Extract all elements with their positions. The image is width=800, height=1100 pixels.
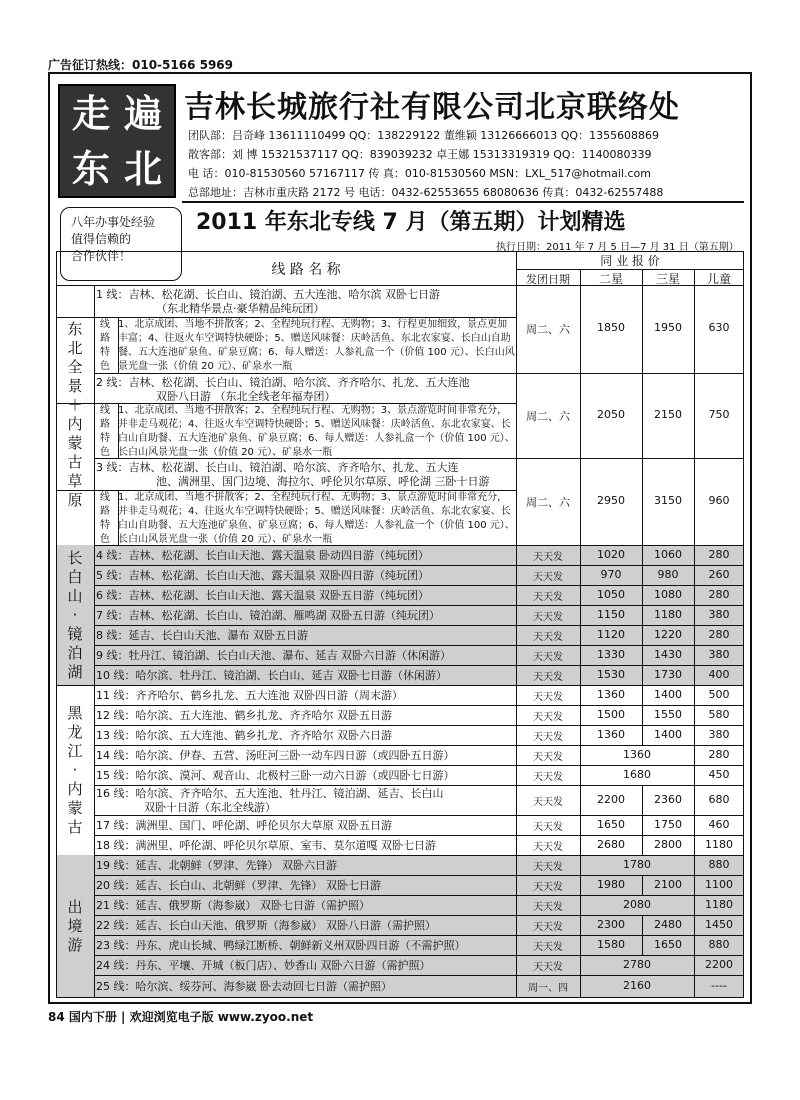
price-child: 280	[708, 747, 730, 761]
feature-label-char: 线	[100, 405, 110, 416]
region-label: 东北全景＋内蒙古草原	[67, 320, 83, 509]
route-name: 25 线：哈尔滨、绥芬河、海参崴 卧去动回七日游（需护照）	[96, 979, 392, 993]
route-name: 20 线：延吉、长白山、北朝鲜（罗津、先锋） 双卧七日游	[96, 878, 381, 892]
route-title: （东北精华景点·豪华精品纯玩团）	[156, 302, 325, 315]
depart-date: 周二、六	[526, 495, 570, 509]
price-2star: 2680	[597, 837, 625, 851]
price-2star: 1020	[597, 547, 625, 561]
price-child: 380	[708, 727, 730, 741]
price-child: 280	[708, 627, 730, 641]
depart-date: 天天发	[533, 841, 563, 853]
price-2star: 1530	[597, 667, 625, 681]
route-name: 6 线：吉林、松花湖、长白山天池、露天温泉 双卧五日游（纯玩团）	[96, 588, 429, 602]
price-2star: 1580	[597, 937, 625, 951]
price-3star: 1180	[654, 607, 682, 621]
route-name: 10 线：哈尔滨、牡丹江、镜泊湖、长白山、延吉 双卧七日游（休闲游）	[96, 668, 447, 682]
company-name: 吉林长城旅行社有限公司北京联络处	[184, 90, 680, 125]
ad-hotline: 广告征订热线：010-5166 5969	[48, 58, 234, 72]
feature-label-char: 特	[100, 347, 110, 358]
price-child: 260	[708, 567, 730, 581]
price-merged: 2080	[623, 897, 651, 911]
feature-label-char: 路	[100, 506, 110, 517]
price-3star: 1750	[654, 817, 682, 831]
route-title: 1 线：吉林、松花湖、长白山、镜泊湖、五大连池、哈尔滨 双卧七日游	[96, 288, 440, 301]
table-border	[56, 251, 744, 998]
logo-char: 走	[71, 90, 110, 136]
price-2star: 1980	[597, 877, 625, 891]
price-3star: 2800	[654, 837, 682, 851]
logo	[58, 84, 176, 198]
price-3star: 2150	[654, 407, 682, 421]
region-label: 黑龙江·内蒙古	[67, 703, 83, 836]
depart-date: 天天发	[533, 551, 563, 563]
contact-line: 散客部：刘 博 15321537117 QQ：839039232 卓王娜 15313319319 QQ：1140080339	[188, 148, 652, 161]
route-name: 15 线：哈尔滨、漠河、观音山、北极村三卧一动六日游（或四卧七日游）	[96, 768, 455, 782]
col-child-header: 儿童	[706, 272, 731, 286]
price-3star: 1550	[654, 707, 682, 721]
price-child: 450	[708, 767, 730, 781]
price-3star: 1430	[654, 647, 682, 661]
feature-label-char: 色	[100, 447, 110, 458]
depart-date: 周二、六	[526, 323, 570, 336]
price-2star: 1120	[597, 627, 625, 641]
price-child: 380	[708, 647, 730, 661]
price-2star: 1360	[597, 727, 625, 741]
col-date-header: 发团日期	[526, 273, 570, 286]
price-child: 1180	[705, 837, 733, 851]
price-child: 1180	[705, 897, 733, 911]
route-name: 14 线：哈尔滨、伊春、五营、汤旺河三卧一动车四日游（或四卧五日游）	[96, 748, 455, 762]
price-merged: 2160	[623, 978, 651, 992]
route-name: 21 线：延吉、俄罗斯（海参崴） 双卧七日游（需护照）	[96, 898, 370, 912]
route-title: 3 线：吉林、松花湖、长白山、镜泊湖、哈尔滨、齐齐哈尔、扎龙、五大连	[96, 461, 459, 474]
depart-date: 周一、四	[528, 982, 568, 994]
route-name: 22 线：延吉、长白山天池、俄罗斯（海参崴） 双卧八日游（需护照）	[96, 918, 436, 932]
price-3star: 1730	[654, 667, 682, 681]
price-child: 400	[708, 667, 730, 681]
header-divider	[182, 201, 744, 203]
depart-date: 天天发	[533, 631, 563, 643]
depart-date: 天天发	[533, 861, 563, 873]
contact-line: 电 话：010-81530560 57167117 传 真：010-81530560 MSN：LXL_517@hotmail.com	[188, 167, 651, 180]
price-2star: 1500	[597, 707, 625, 721]
depart-date: 天天发	[533, 751, 563, 763]
price-2star: 2300	[597, 917, 625, 931]
feature-label-char: 特	[100, 433, 110, 444]
col-3star-header: 三星	[655, 272, 680, 286]
price-2star: 2950	[597, 493, 625, 507]
price-3star: 1060	[654, 547, 682, 561]
price-child: 280	[708, 587, 730, 601]
region-label: 长白山·镜泊湖	[67, 548, 83, 681]
feature-label-char: 路	[100, 419, 110, 430]
price-child: 580	[708, 707, 730, 721]
depart-date: 天天发	[533, 881, 563, 893]
price-2star: 1150	[597, 607, 625, 621]
logo-char: 北	[123, 145, 162, 191]
motto-line: 值得信赖的	[71, 232, 132, 246]
depart-date: 天天发	[533, 771, 563, 783]
depart-date: 天天发	[533, 671, 563, 683]
price-3star: 980	[657, 567, 679, 581]
depart-date: 天天发	[533, 571, 563, 583]
feature-label-char: 特	[100, 520, 110, 531]
price-merged: 1360	[623, 747, 651, 761]
price-merged: 2780	[623, 957, 651, 971]
motto-line: 合作伙伴！	[71, 249, 132, 263]
price-3star: 1400	[654, 727, 682, 741]
price-child: 630	[708, 321, 730, 334]
price-child: 880	[708, 857, 730, 871]
price-child: 500	[708, 687, 730, 701]
price-2star: 1050	[597, 587, 625, 601]
route-name: 11 线：齐齐哈尔、鹤乡扎龙、五大连池 双卧四日游（周末游）	[96, 688, 403, 702]
depart-date: 天天发	[533, 961, 563, 973]
depart-date: 天天发	[533, 941, 563, 953]
contact-line: 总部地址：吉林市重庆路 2172 号 电话：0432-62553655 68080636 传真：0432-62557488	[188, 186, 664, 199]
col-route-header: 线 路 名 称	[271, 262, 341, 278]
price-3star: 3150	[654, 493, 682, 507]
feature-text: 1、北京成团、当地不拼散客；2、全程纯玩行程、无购物；3、景点游览时间非常充分，并非走马观花；4、往返火车空调特快硬卧；5、赠送风味餐：庆岭活鱼、东北农家宴、长白山自助餐、五大连池矿泉鱼、矿泉豆腐；6、每人赠送：人参礼盒一个（价值 100 元）、长白山风景光盘一张（价值 20 元）、矿泉水一瓶	[118, 405, 515, 457]
depart-date: 周二、六	[526, 409, 570, 423]
price-2star: 970	[600, 567, 622, 581]
route-name: 9 线：牡丹江、镜泊湖、长白山天池、瀑布、延吉 双卧六日游（休闲游）	[96, 648, 451, 662]
feature-label-char: 路	[100, 333, 110, 344]
route-name: 12 线：哈尔滨、五大连池、鹤乡扎龙、齐齐哈尔 双卧五日游	[96, 708, 392, 722]
depart-date: 天天发	[533, 921, 563, 933]
price-child: 1450	[705, 917, 733, 931]
price-child: 1100	[705, 877, 733, 891]
depart-date: 天天发	[533, 901, 563, 913]
route-name: 4 线：吉林、松花湖、长白山天池、露天温泉 卧动四日游（纯玩团）	[96, 548, 429, 562]
feature-label-char: 色	[100, 534, 110, 545]
feature-text: 1、北京成团、当地不拼散客；2、全程纯玩行程、无购物；3、景点游览时间非常充分，并非走马观花；4、往返火车空调特快硬卧；5、赠送风味餐：庆岭活鱼、东北农家宴、长白山自助餐、五大连池矿泉鱼、矿泉豆腐；6、每人赠送：人参礼盒一个（价值 100 元）、长白山风景光盘一张（价值 20 元）、矿泉水一瓶	[118, 492, 515, 544]
route-name: 19 线：延吉、北朝鲜（罗津、先锋） 双卧六日游	[96, 858, 337, 872]
route-name: 8 线：延吉、长白山天池、瀑布 双卧五日游	[96, 628, 308, 642]
depart-date: 天天发	[533, 711, 563, 723]
price-2star: 2200	[597, 792, 625, 806]
price-child: 2200	[705, 957, 733, 971]
route-name: 23 线：丹东、虎山长城、鸭绿江断桥、朝鲜新义州双卧四日游（不需护照）	[96, 938, 466, 952]
feature-label-char: 线	[100, 319, 110, 330]
price-3star: 1950	[654, 321, 682, 334]
price-child: ----	[711, 978, 727, 992]
logo-char: 东	[71, 145, 110, 191]
price-child: 380	[708, 607, 730, 621]
price-3star: 1650	[654, 937, 682, 951]
price-merged: 1780	[623, 857, 651, 871]
price-3star: 1080	[654, 587, 682, 601]
price-2star: 1360	[597, 687, 625, 701]
page-title: 2011 年东北专线 7 月（第五期）计划精选	[196, 210, 626, 235]
price-3star: 2480	[654, 917, 682, 931]
depart-date: 天天发	[533, 691, 563, 703]
price-child: 960	[708, 493, 730, 507]
price-3star: 2360	[654, 792, 682, 806]
route-title: 双卧八日游 （东北全线老年福寿团）	[156, 390, 336, 403]
route-title: 2 线：吉林、松花湖、长白山、镜泊湖、哈尔滨、齐齐哈尔、扎龙、五大连池	[96, 376, 470, 389]
route-name: 5 线：吉林、松花湖、长白山天池、露天温泉 双卧四日游（纯玩团）	[96, 568, 429, 582]
depart-date: 天天发	[533, 796, 563, 808]
route-name: 7 线：吉林、松花湖、长白山、镜泊湖、雁鸣湖 双卧五日游（纯玩团）	[96, 608, 440, 622]
price-child: 280	[708, 547, 730, 561]
price-merged: 1680	[623, 767, 651, 781]
col-price-header: 同 业 报 价	[600, 254, 660, 268]
page-footer: 84 国内下册 | 欢迎浏览电子版 www.zyoo.net	[48, 1010, 314, 1024]
route-name: 18 线：满洲里、呼伦湖、呼伦贝尔草原、室韦、莫尔道嘎 双卧七日游	[96, 838, 436, 852]
price-2star: 1330	[597, 647, 625, 661]
execution-date: 执行日期：2011 年 7 月 5 日—7 月 31 日（第五期）	[496, 242, 739, 253]
price-3star: 2100	[654, 877, 682, 891]
route-title: 池、满洲里、国门边境、海拉尔、呼伦贝尔草原、呼伦湖 三卧十日游	[156, 475, 490, 488]
feature-text: 1、北京成团、当地不拼散客；2、全程纯玩行程、无购物；3、行程更加细致，景点更加丰富；4、往返火车空调特快硬卧；5、赠送风味餐：庆岭活鱼、东北农家宴、长白山自助餐、五大连池矿泉鱼、矿泉豆腐；6、每人赠送：人参礼盒一个（价值 100 元）、长白山风景光盘一张（价值 20 元）、矿泉水一瓶	[118, 319, 515, 372]
depart-date: 天天发	[533, 591, 563, 603]
price-2star: 1650	[597, 817, 625, 831]
feature-label-char: 线	[100, 492, 110, 503]
motto-line: 八年办事处经验	[71, 215, 156, 229]
depart-date: 天天发	[533, 731, 563, 743]
logo-char: 遍	[123, 90, 162, 136]
contact-line: 团队部：吕奇峰 13611110499 QQ：138229122 董维颖 13126666013 QQ：1355608869	[188, 129, 660, 142]
depart-date: 天天发	[533, 651, 563, 663]
price-child: 680	[708, 792, 730, 806]
route-name: 双卧十日游（东北全线游）	[144, 801, 276, 814]
route-name: 17 线：满洲里、国门、呼伦湖、呼伦贝尔大草原 双卧五日游	[96, 818, 392, 832]
depart-date: 天天发	[533, 611, 563, 623]
price-2star: 1850	[597, 321, 625, 334]
region-label: 出境游	[67, 897, 83, 954]
route-name: 13 线：哈尔滨、五大连池、鹤乡扎龙、齐齐哈尔 双卧六日游	[96, 728, 392, 742]
route-name: 16 线：哈尔滨、齐齐哈尔、五大连池、牡丹江、镜泊湖、延吉、长白山	[96, 787, 444, 800]
depart-date: 天天发	[533, 821, 563, 833]
col-2star-header: 二星	[598, 272, 623, 286]
price-2star: 2050	[597, 407, 625, 421]
feature-label-char: 色	[100, 361, 110, 372]
price-child: 460	[708, 817, 730, 831]
price-3star: 1400	[654, 687, 682, 701]
route-name: 24 线：丹东、平壤、开城（板门店）、妙香山 双卧六日游（需护照）	[96, 958, 431, 972]
price-child: 880	[708, 937, 730, 951]
price-3star: 1220	[654, 627, 682, 641]
price-child: 750	[708, 407, 730, 421]
